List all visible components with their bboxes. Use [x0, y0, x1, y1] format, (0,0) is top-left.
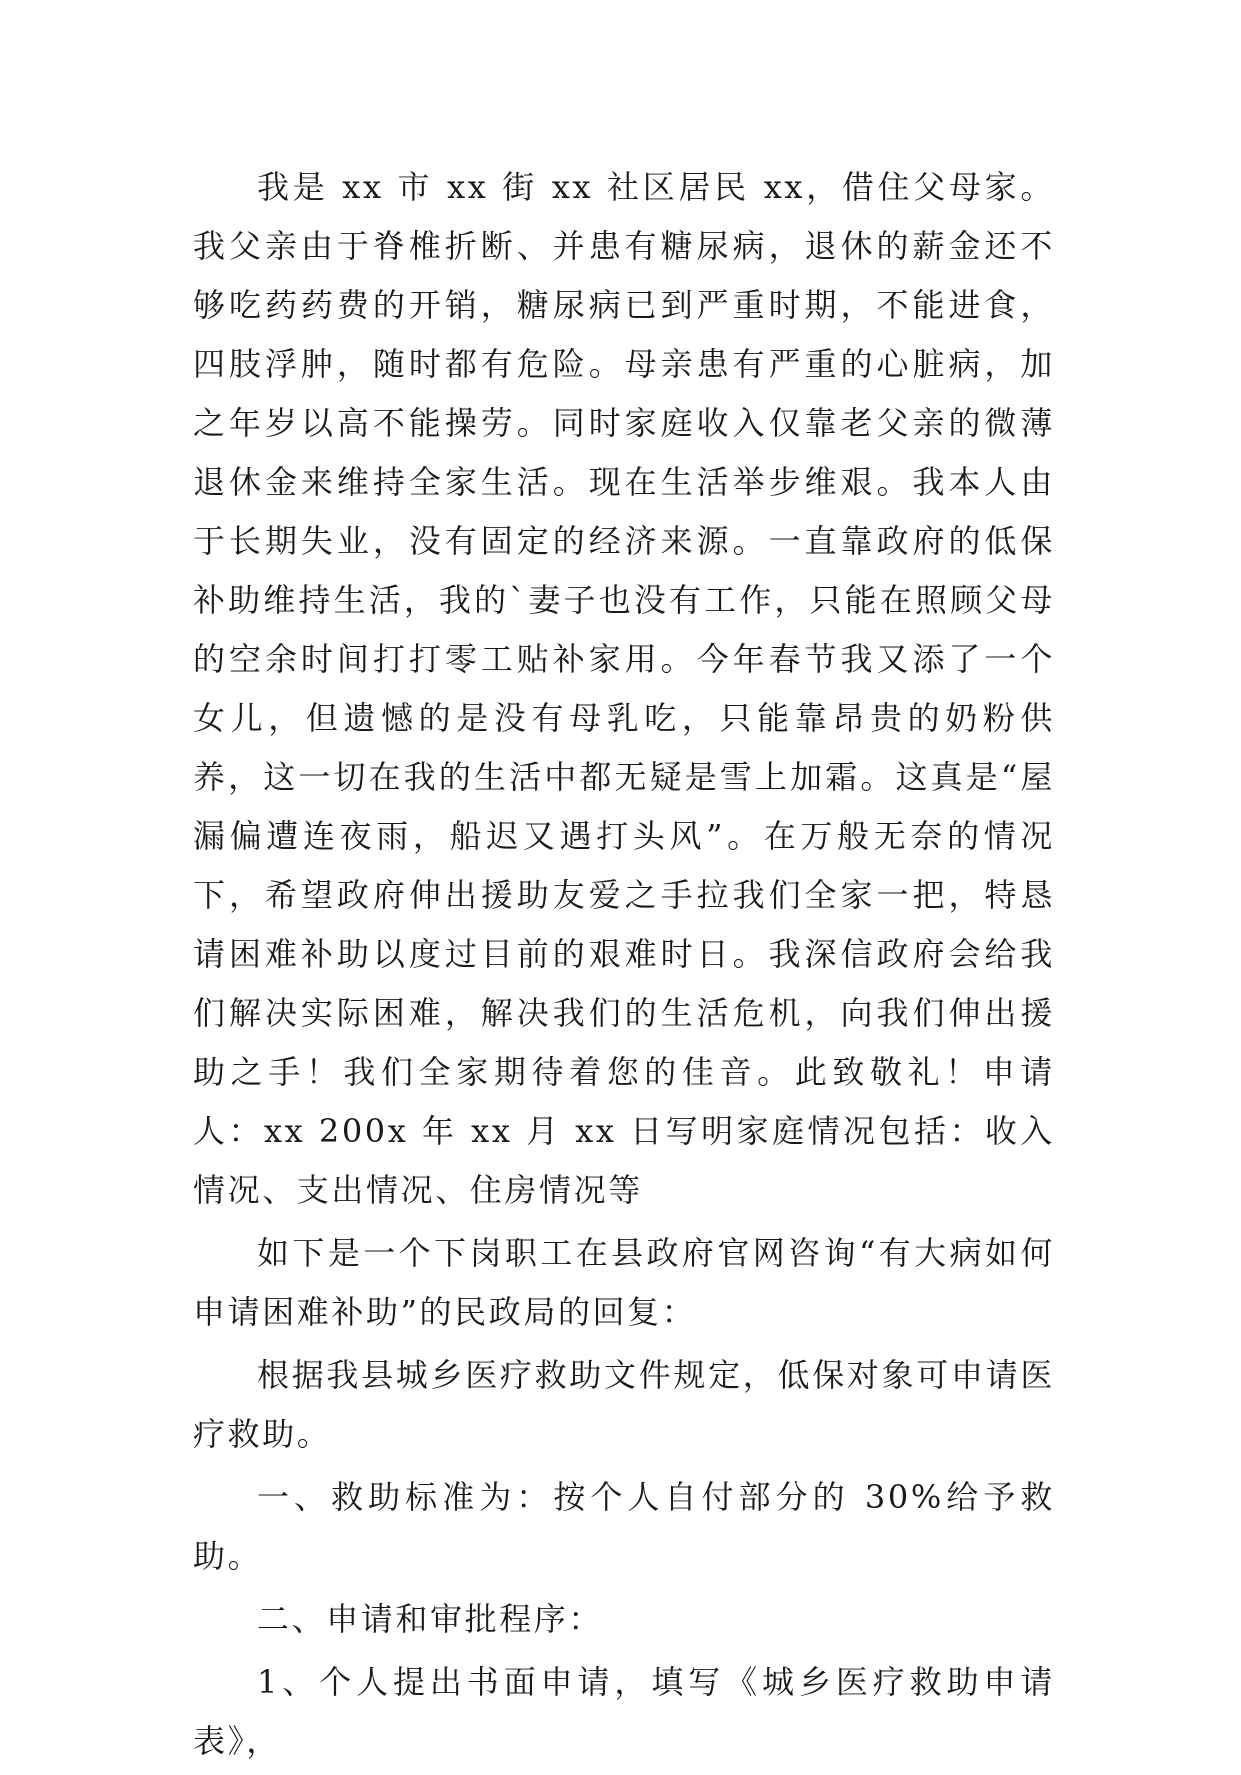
paragraph-procedure-heading: 二、申请和审批程序：	[257, 1600, 604, 1638]
paragraph-procedure-step-1: 1、个人提出书面申请，填写《城乡医疗救助申请表》，	[193, 1663, 1055, 1760]
document-body	[193, 158, 1055, 1775]
paragraph-standard: 一、救助标准为：按个人自付部分的 30%给予救助。	[193, 1478, 1055, 1575]
paragraph-application-letter: 我是 xx 市 xx 街 xx 社区居民 xx，借住父母家。我父亲由于脊椎折断、并患有糖尿病，退休的薪金还不够吃药药费的开销，糖尿病已到严重时期，不能进食，四肢浮肿，随时都有危险。母亲患有严重的心脏病，加之年岁以高不能操劳。同时家庭收入仅靠老父亲的微薄退休金来维持全家生活。现在生活举步维艰。我本人由于长期失业，没有固定的经济来源。一直靠政府的低保补助维持生活，我的`妻子也没有工作，只能在照顾父母的空余时间打打零工贴补家用。今年春节我又添了一个女儿，但遗憾的是没有母乳吃，只能靠昂贵的奶粉供养，这一切在我的生活中都无疑是雪上加霜。这真是“屋漏偏遭连夜雨，船迟又遇打头风”。在万般无奈的情况下，希望政府伸出援助友爱之手拉我们全家一把，特恳请困难补助以度过目前的艰难时日。我深信政府会给我们解决实际困难，解决我们的生活危机，向我们伸出援助之手！我们全家期待着您的佳音。此致敬礼！申请人：xx 200x 年 xx 月 xx 日写明家庭情况包括：收入情况、支出情况、住房情况等	[193, 168, 1055, 1209]
paragraph-reply-intro: 如下是一个下岗职工在县政府官网咨询“有大病如何申请困难补助”的民政局的回复：	[193, 1234, 1055, 1331]
paragraph-policy: 根据我县城乡医疗救助文件规定，低保对象可申请医疗救助。	[193, 1356, 1055, 1453]
